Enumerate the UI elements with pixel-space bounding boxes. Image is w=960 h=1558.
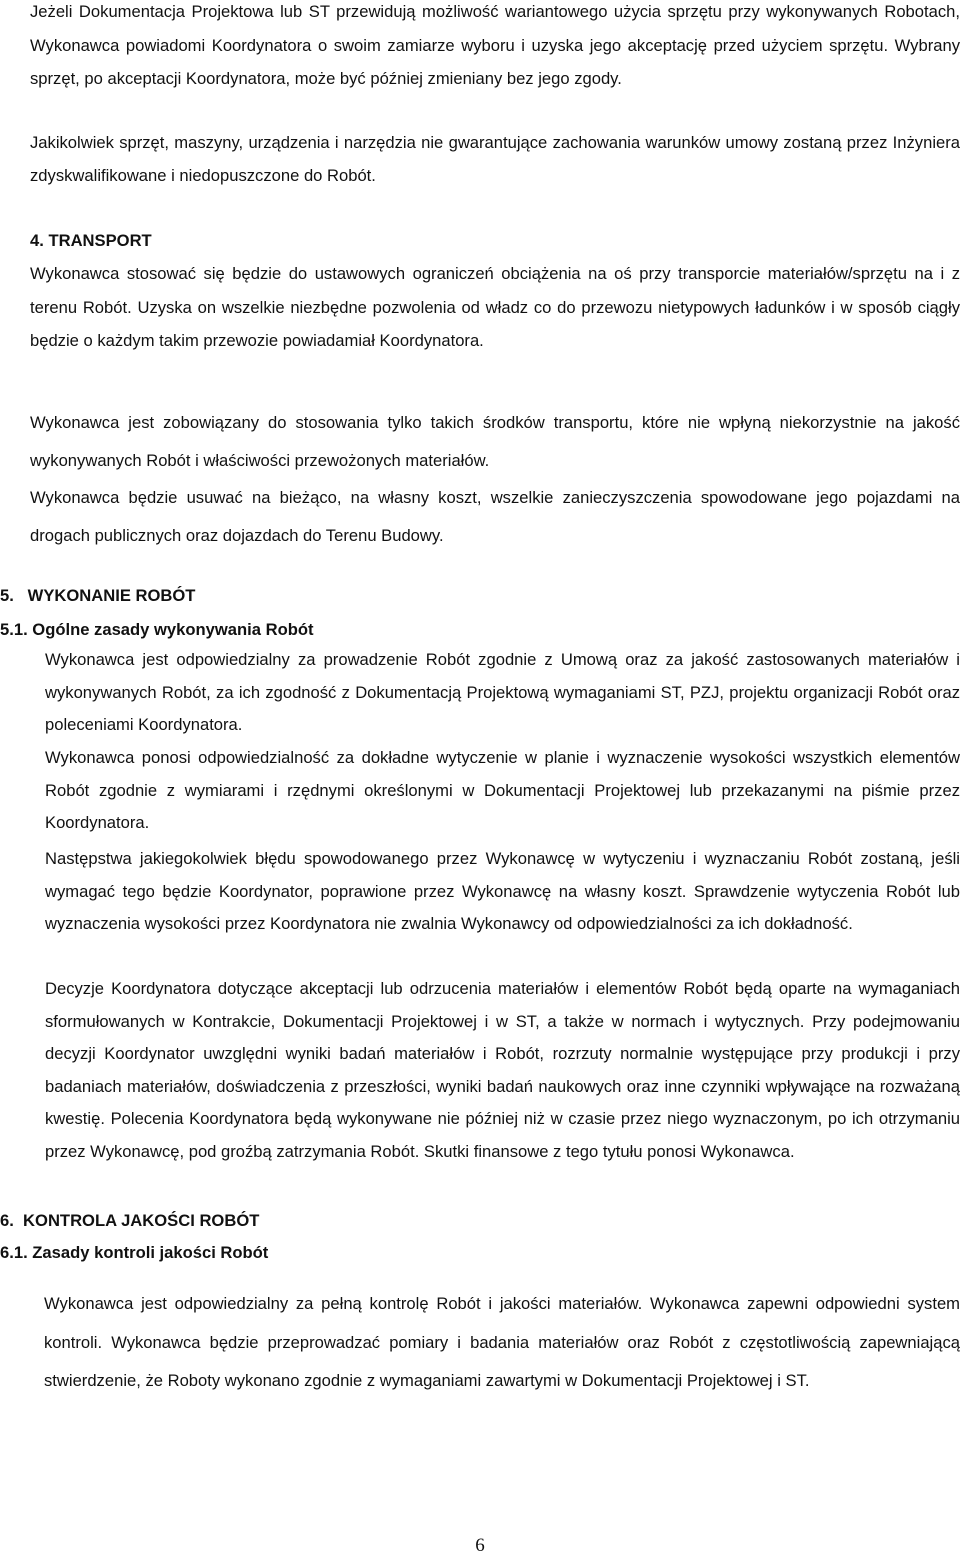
paragraph-transport-cleaning: Wykonawca będzie usuwać na bieżąco, na własny koszt, wszelkie zanieczyszczenia spowodowane jego pojazdami na drogach publicznych oraz dojazdach do Terenu Budowy.: [30, 488, 960, 545]
paragraph-equipment-variants: Jeżeli Dokumentacja Projektowa lub ST przewidują możliwość wariantowego użycia sprzętu przy wykonywanych Robotach, Wykonawca powiadomi Koordynatora o swoim zamiarze wyboru i uzyska jego akceptację przed użyciem sprzętu. Wybrany sprzęt, po akceptacji Koordynatora, może być później zmieniany bez jego zgody.: [30, 2, 960, 88]
paragraph-error-consequences: Następstwa jakiegokolwiek błędu spowodowanego przez Wykonawcę w wytyczeniu i wyznaczaniu Robót zostaną, jeśli wymagać tego będzie Koordynator, poprawione przez Wykonawcę na własny koszt. Sprawdzenie wytyczenia Robót lub wyznaczenia wysokości przez Koordynatora nie zwalnia Wykonawcy od odpowiedzialności za ich dokładność.: [45, 849, 960, 933]
heading-section-6-1: 6.1. Zasady kontroli jakości Robót: [0, 1243, 269, 1262]
paragraph-quality-control: Wykonawca jest odpowiedzialny za pełną kontrolę Robót i jakości materiałów. Wykonawca zapewni odpowiedni system kontroli. Wykonawca będzie przeprowadzać pomiary i badania materiałów oraz Robót z częstotliwością zapewniającą stwierdzenie, że Roboty wykonano zgodnie z wymaganiami zawartymi w Dokumentacji Projektowej i ST.: [44, 1294, 960, 1390]
paragraph-coordinator-decisions: Decyzje Koordynatora dotyczące akceptacji lub odrzucenia materiałów i elementów Robót będą oparte na wymaganiach sformułowanych w Kontrakcie, Dokumentacji Projektowej i w ST, a także w normach i wytycznych. Przy podejmowaniu decyzji Koordynator uwzględni wyniki badań materiałów i Robót, rozrzuty normalnie występujące przy produkcji i przy badaniach materiałów, doświadczenia z przeszłości, wyniki badań naukowych oraz inne czynniki wpływające na rozważaną kwestię. Polecenia Koordynatora będą wykonywane nie później niż w czasie przez niego wyznaczonym, po ich otrzymaniu przez Wykonawcę, pod groźbą zatrzymania Robót. Skutki finansowe z tego tytułu ponosi Wykonawca.: [45, 979, 960, 1161]
heading-section-6: 6. KONTROLA JAKOŚCI ROBÓT: [0, 1211, 260, 1230]
heading-section-5: 5. WYKONANIE ROBÓT: [0, 586, 196, 605]
heading-section-4: 4. TRANSPORT: [30, 231, 152, 250]
paragraph-transport-means: Wykonawca jest zobowiązany do stosowania tylko takich środków transportu, które nie wpłyną niekorzystnie na jakość wykonywanych Robót i właściwości przewożonych materiałów.: [30, 413, 960, 470]
paragraph-transport-limits: Wykonawca stosować się będzie do ustawowych ograniczeń obciążenia na oś przy transporcie materiałów/sprzętu na i z terenu Robót. Uzyska on wszelkie niezbędne pozwolenia od władz co do przewozu nietypowych ładunków i w sposób ciągły będzie o każdym takim przewozie powiadamiał Koordynatora.: [30, 264, 960, 350]
page-number: 6: [475, 1535, 485, 1556]
paragraph-equipment-disqualification: Jakikolwiek sprzęt, maszyny, urządzenia i narzędzia nie gwarantujące zachowania warunków umowy zostaną przez Inżyniera zdyskwalifikowane i niedopuszczone do Robót.: [30, 133, 960, 185]
paragraph-layout-responsibility: Wykonawca ponosi odpowiedzialność za dokładne wytyczenie w planie i wyznaczenie wysokości wszystkich elementów Robót zgodnie z wymiarami i rzędnymi określonymi w Dokumentacji Projektowej lub przekazanymi na piśmie przez Koordynatora.: [45, 748, 960, 832]
heading-section-5-1: 5.1. Ogólne zasady wykonywania Robót: [0, 620, 314, 639]
paragraph-contractor-responsibility: Wykonawca jest odpowiedzialny za prowadzenie Robót zgodnie z Umową oraz za jakość zastosowanych materiałów i wykonywanych Robót, za ich zgodność z Dokumentacją Projektową wymaganiami ST, PZJ, projektu organizacji Robót oraz poleceniami Koordynatora.: [45, 650, 960, 734]
